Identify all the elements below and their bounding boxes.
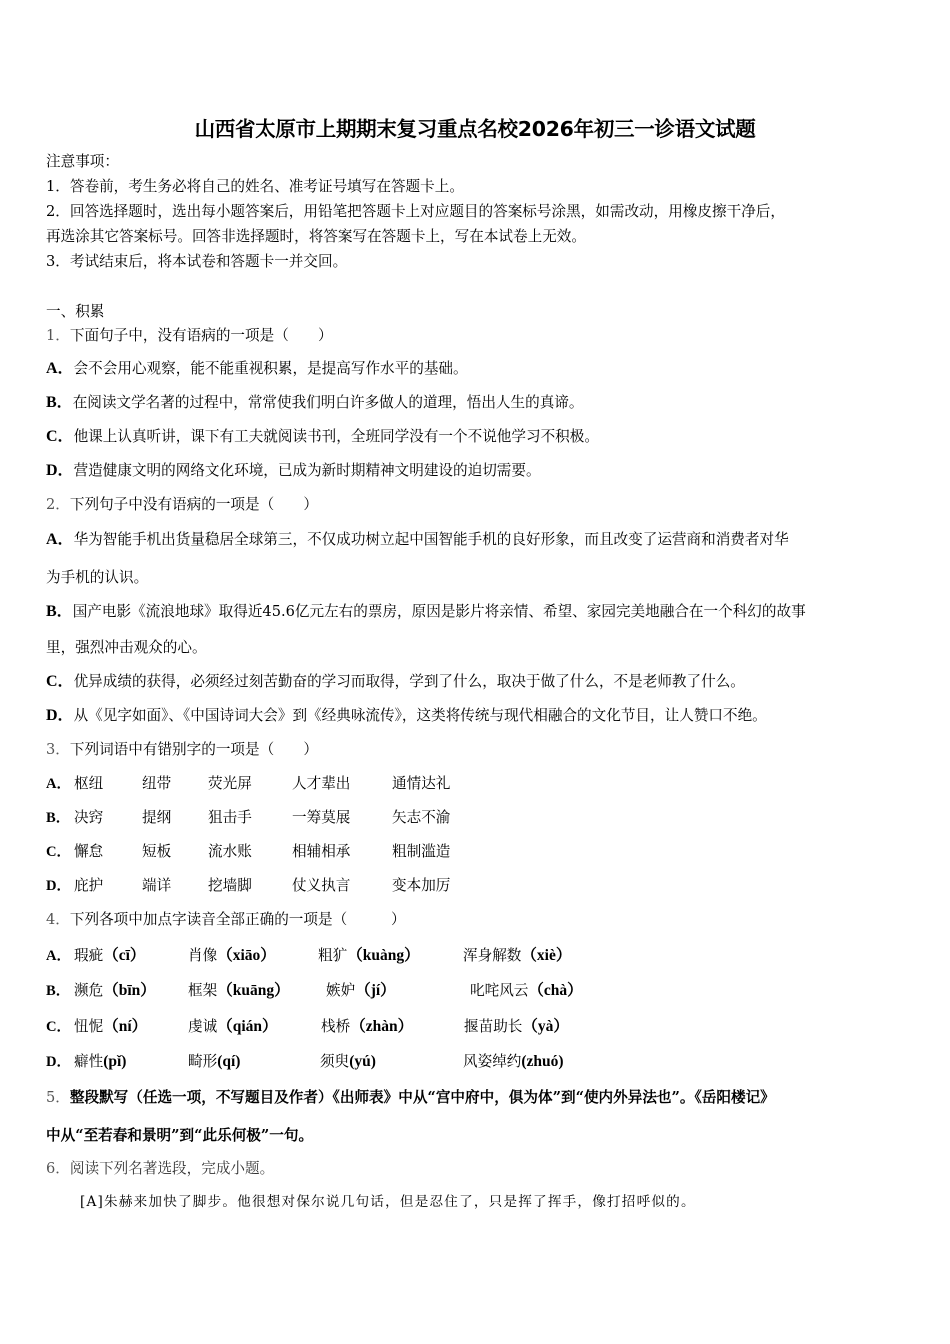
word-with-pinyin: 须臾(yú) xyxy=(320,1053,376,1070)
question-number: 6． xyxy=(46,1160,70,1177)
option-label: D． xyxy=(46,462,74,479)
word: 懈怠 xyxy=(74,843,104,860)
word: 相辅相承 xyxy=(292,843,351,860)
question-text: 下列词语中有错别字的一项是（ ） xyxy=(69,741,318,758)
word: 矢志不渝 xyxy=(392,809,451,826)
option-label: B． xyxy=(46,810,71,826)
word: 决窍 xyxy=(74,809,104,826)
word-with-pinyin: 浑身解数（xiè） xyxy=(463,947,572,964)
word: 粗制滥造 xyxy=(392,843,451,860)
option-label: D． xyxy=(46,1054,72,1070)
word-with-pinyin: 虔诚（qián） xyxy=(188,1018,278,1035)
word: 仗义执言 xyxy=(292,877,351,894)
word: 荧光屏 xyxy=(208,775,252,792)
option-text: 营造健康文明的网络文化环境，已成为新时期精神文明建设的迫切需要。 xyxy=(73,462,541,479)
option-text: 会不会用心观察，能不能重视积累，是提高写作水平的基础。 xyxy=(73,360,468,377)
word: 庇护 xyxy=(74,877,104,894)
word-with-pinyin: 嫉妒（jí） xyxy=(326,982,396,999)
option-text: 从《见字如面》、《中国诗词大会》到《经典咏流传》，这类将传统与现代相融合的文化节目，让人赞口不绝。 xyxy=(73,707,767,724)
question-2-stem xyxy=(46,495,318,515)
word: 变本加厉 xyxy=(392,877,451,894)
word: 流水账 xyxy=(208,843,252,860)
q1-option-d xyxy=(46,461,541,481)
notice-item-3: 3．考试结束后，将本试卷和答题卡一并交回。 xyxy=(46,253,348,270)
question-1-stem xyxy=(46,326,333,346)
reading-passage-a: [A]朱赫来加快了脚步。他很想对保尔说几句话，但是忍住了，只是挥了挥手，像打招呼似的。 xyxy=(80,1194,696,1210)
q1-option-b xyxy=(46,393,583,413)
option-label: D． xyxy=(46,707,74,724)
q1-option-c xyxy=(46,427,599,447)
option-text: 华为智能手机出货量稳居全球第三，不仅成功树立起中国智能手机的良好形象，而且改变了运营商和消费者对华 xyxy=(73,531,789,548)
option-text: 优异成绩的获得，必须经过刻苦勤奋的学习而取得，学到了什么，取决于做了什么，不是老师教了什么。 xyxy=(73,673,745,690)
word: 枢纽 xyxy=(74,775,104,792)
notice-heading: 注意事项： xyxy=(46,153,119,170)
word: 提纲 xyxy=(142,809,172,826)
option-label: A． xyxy=(46,948,72,964)
question-5-line-1 xyxy=(46,1088,775,1108)
q2-option-d xyxy=(46,706,767,726)
word-with-pinyin: 濒危（bīn） xyxy=(74,982,156,999)
notice-item-1: 1．答卷前，考生务必将自己的姓名、准考证号填写在答题卡上。 xyxy=(46,178,464,195)
word: 狙击手 xyxy=(208,809,252,826)
word-with-pinyin: 肖像（xiāo） xyxy=(188,947,276,964)
question-number: 5． xyxy=(46,1089,70,1106)
q2-option-b xyxy=(46,602,806,622)
word-with-pinyin: 风姿绰约(zhuó) xyxy=(463,1053,564,1070)
option-text: 在阅读文学名著的过程中，常常使我们明白许多做人的道理，悟出人生的真谛。 xyxy=(72,394,584,411)
question-number: 2． xyxy=(46,496,70,513)
option-label: B． xyxy=(46,983,71,999)
word-with-pinyin: 忸怩（ní） xyxy=(74,1018,148,1035)
option-text: 他课上认真听讲，课下有工夫就阅读书刊，全班同学没有一个不说他学习不积极。 xyxy=(73,428,599,445)
option-label: A． xyxy=(46,531,74,548)
question-text: 整段默写（任选一项，不写题目及作者）《出师表》中从“宫中府中，俱为体”到“使内外异法也”。《岳阳楼记》 xyxy=(69,1089,775,1106)
word-with-pinyin: 栈桥（zhàn） xyxy=(321,1018,414,1035)
word: 端详 xyxy=(142,877,172,894)
option-label: C． xyxy=(46,1019,72,1035)
option-label: A． xyxy=(46,360,74,377)
question-number: 3． xyxy=(46,741,70,758)
word-with-pinyin: 框架（kuāng） xyxy=(188,982,290,999)
word-with-pinyin: 瑕疵（cī） xyxy=(74,947,146,964)
notice-item-2: 2．回答选择题时，选出每小题答案后，用铅笔把答题卡上对应题目的答案标号涂黑，如需改动，用橡皮擦干净后， xyxy=(46,203,785,220)
question-5-line-2: 中从“至若春和景明”到“此乐何极”一句。 xyxy=(46,1127,314,1144)
option-label: C． xyxy=(46,673,74,690)
question-text: 下列各项中加点字读音全部正确的一项是（ ） xyxy=(69,911,406,928)
word-with-pinyin: 粗犷（kuàng） xyxy=(318,947,420,964)
word-with-pinyin: 畸形(qí) xyxy=(188,1053,241,1070)
q1-option-a xyxy=(46,359,468,379)
word: 一筹莫展 xyxy=(292,809,351,826)
question-number: 4． xyxy=(46,911,70,928)
option-text: 国产电影《流浪地球》取得近45.6亿元左右的票房，原因是影片将亲情、希望、家园完美地融合在一个科幻的故事 xyxy=(72,603,806,620)
page-title: 山西省太原市上期期末复习重点名校2026年初三一诊语文试题 xyxy=(194,117,756,141)
q2-option-c xyxy=(46,672,745,692)
question-3-stem xyxy=(46,740,318,760)
word-with-pinyin: 叱咤风云（chà） xyxy=(470,982,583,999)
option-label: C． xyxy=(46,844,72,860)
word-with-pinyin: 癖性(pǐ) xyxy=(74,1053,127,1070)
question-text: 下面句子中，没有语病的一项是（ ） xyxy=(69,327,333,344)
option-label: D． xyxy=(46,878,72,894)
q2-option-a xyxy=(46,530,789,550)
section-heading: 一、积累 xyxy=(46,303,105,320)
question-6-stem xyxy=(46,1159,274,1179)
option-label: B． xyxy=(46,603,73,620)
q2-option-b-cont: 里，强烈冲击观众的心。 xyxy=(46,639,207,656)
question-number: 1． xyxy=(46,327,70,344)
word: 挖墙脚 xyxy=(208,877,252,894)
word-with-pinyin: 揠苗助长（yà） xyxy=(464,1018,569,1035)
question-text: 阅读下列名著选段，完成小题。 xyxy=(69,1160,275,1177)
question-4-stem xyxy=(46,910,406,930)
word: 人才辈出 xyxy=(292,775,351,792)
option-label: A． xyxy=(46,776,72,792)
q2-option-a-cont: 为手机的认识。 xyxy=(46,569,149,586)
option-label: C． xyxy=(46,428,74,445)
option-label: B． xyxy=(46,394,73,411)
word: 通情达礼 xyxy=(392,775,451,792)
word: 短板 xyxy=(142,843,172,860)
question-text: 下列句子中没有语病的一项是（ ） xyxy=(69,496,318,513)
notice-item-2-cont: 再选涂其它答案标号。回答非选择题时，将答案写在答题卡上，写在本试卷上无效。 xyxy=(46,228,586,245)
word: 纽带 xyxy=(142,775,172,792)
